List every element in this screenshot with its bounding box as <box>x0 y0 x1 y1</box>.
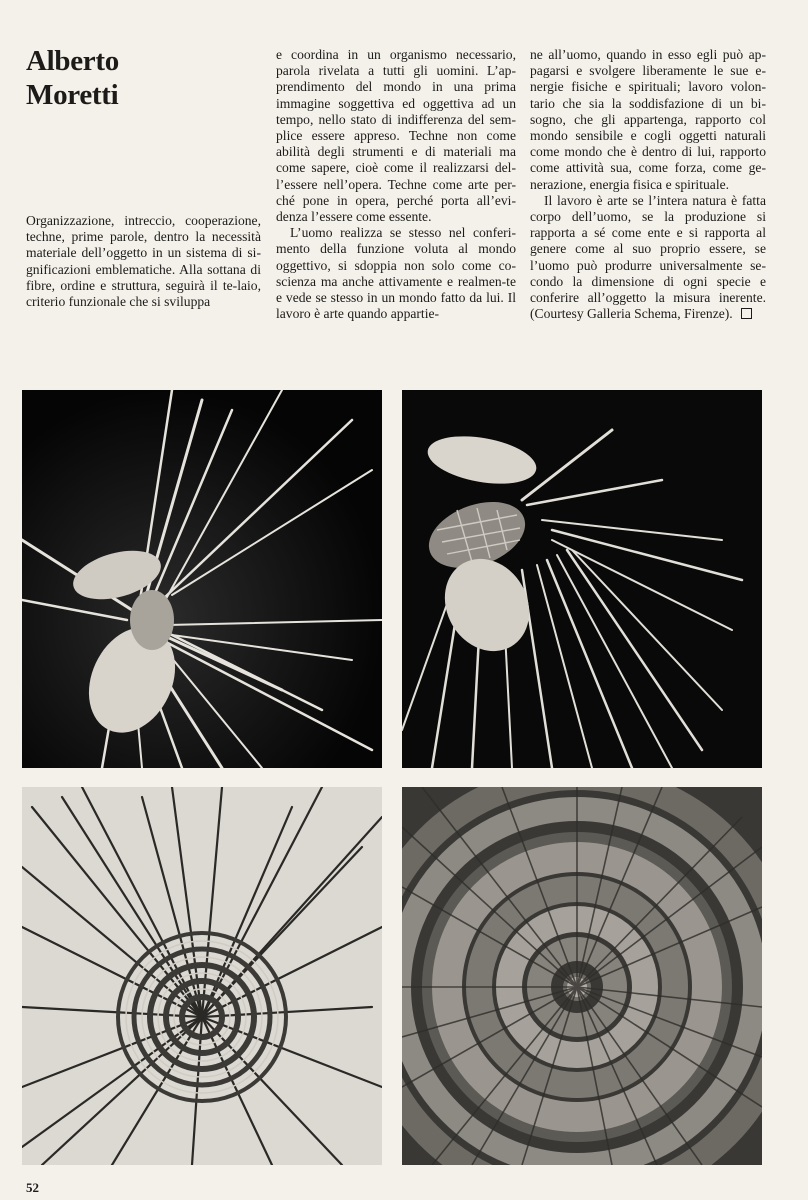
text-column-1 <box>26 213 261 310</box>
paragraph-final <box>530 193 766 323</box>
title-last-name: Moretti <box>26 79 119 111</box>
title-first-name: Alberto <box>26 45 119 77</box>
article-title <box>26 44 246 112</box>
text-column-3 <box>530 47 766 322</box>
paragraph: L’uomo realizza se stesso nel conferi-mento della funzione voluta al mondo oggettivo, si sdoppia non solo come co-scienza ma anche attivamente e realmen-te e vede se stesso in un mondo fatto da lui. Il lavoro è arte quando appartie- <box>276 225 516 322</box>
paragraph: Organizzazione, intreccio, cooperazione, techne, prime parole, dentro la necessità materiale dell’oggetto in un sistema di si-gnificazioni emblematiche. Alla sottana di fibre, ordine e struttura, seguirà il te-laio, criterio funzionale che si sviluppa <box>26 213 261 310</box>
photo-woven-basket-detail <box>402 787 762 1165</box>
text-column-2 <box>276 47 516 322</box>
paragraph: e coordina in un organismo necessario, parola rivelata a tutti gli uomini. L’ap-prendimento del mondo in una prima immagine soggettiva ed oggettiva ad un tempo, nello stato di indifferenza del sem-plice essere appreso. Techne non come abilità degli strumenti e di materiali ma come sapere, cioè come il realizzarsi del-l’essere nell’opera. Techne come arte per-ché pone in opera, perché porta all’evi-denza l’essere come essente. <box>276 47 516 225</box>
photo-hands-holding-woven-bundle <box>402 390 762 768</box>
square-end-mark-icon <box>741 308 752 319</box>
photo-spiral-weave-radiating-fibers <box>22 787 382 1165</box>
paragraph-text: Il lavoro è arte se l’intera natura è fatta corpo dell’uomo, se la produzione si rapporta a sé come ente e si rapporta al genere come al suo proprio essere, se l’uomo può produrre universalmente se-condo la dimensione di ogni specie e conferire all’oggetto la misura inerente. (Courtesy Galleria Schema, Firenze). <box>530 192 766 322</box>
paragraph: ne all’uomo, quando in esso egli può ap-pagarsi e svolgere liberamente le sue e-nergie fisiche e spirituali; lavoro volon-tario che sia la soddisfazione di un bi-sogno, che gli appartenga, rapporto col mondo sensibile e cogli oggetti naturali come mondo che è dentro di lui, rapporto come attività sua, come forza, come ge-nerazione, energia fisica e spirituale. <box>530 47 766 192</box>
photo-hands-weaving-fibers <box>22 390 382 768</box>
page-number: 52 <box>26 1180 39 1195</box>
